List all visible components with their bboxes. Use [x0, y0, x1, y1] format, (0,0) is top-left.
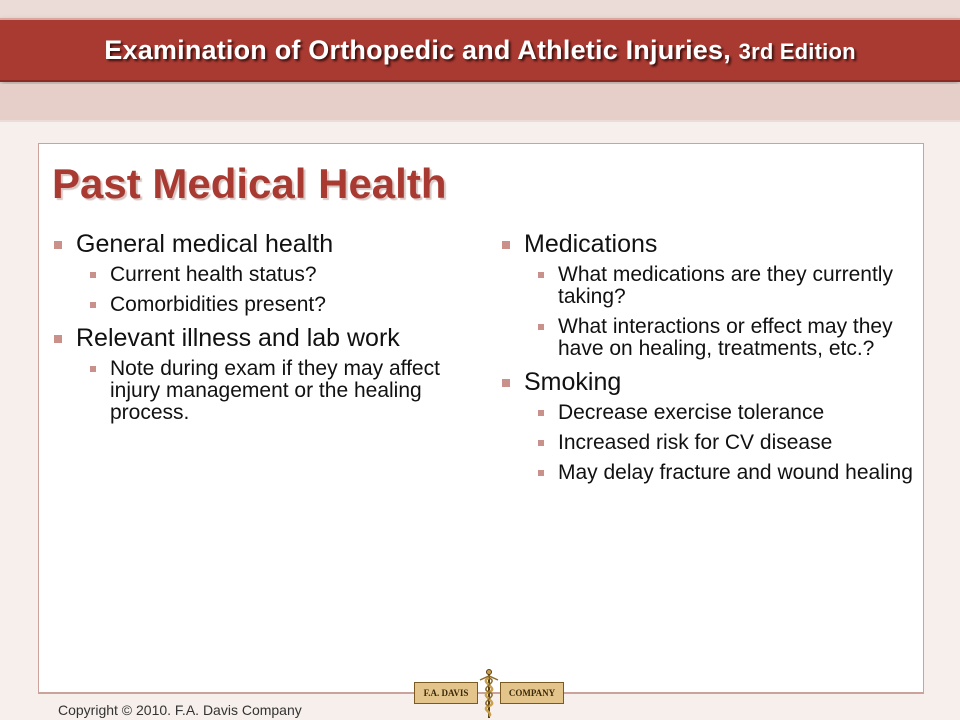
square-bullet-icon — [538, 324, 544, 330]
copyright-text: Copyright © 2010. F.A. Davis Company — [58, 702, 302, 718]
sub-bullet-item — [76, 358, 460, 424]
logo-plate-right: COMPANY — [500, 682, 564, 704]
square-bullet-icon — [538, 440, 544, 446]
square-bullet-icon — [538, 410, 544, 416]
bullet-text: General medical health — [76, 230, 334, 258]
left-column — [50, 226, 460, 432]
book-edition: 3rd Edition — [738, 38, 856, 64]
square-bullet-icon — [90, 302, 96, 308]
square-bullet-icon — [538, 272, 544, 278]
publisher-logo — [414, 668, 564, 720]
sub-bullet-text: Note during exam if they may affect injury management or the healing process. — [110, 357, 440, 424]
logo-plate-left: F.A. DAVIS — [414, 682, 478, 704]
sub-bullet-item — [524, 462, 918, 484]
sub-bullet-item — [524, 432, 918, 454]
right-column — [498, 226, 918, 492]
square-bullet-icon — [538, 470, 544, 476]
slide-title: Past Medical Health — [52, 160, 447, 207]
bullet-text: Medications — [524, 230, 658, 258]
sub-bullet-text: May delay fracture and wound healing — [558, 461, 913, 484]
square-bullet-icon — [502, 241, 510, 249]
book-title — [104, 35, 855, 66]
bullet-text: Smoking — [524, 368, 622, 396]
sub-bullet-item — [76, 264, 460, 286]
bullet-item — [50, 324, 460, 424]
square-bullet-icon — [90, 366, 96, 372]
caduceus-icon — [476, 668, 502, 720]
sub-bullet-text: What interactions or effect may they have on healing, treatments, etc.? — [558, 315, 893, 360]
sub-band — [0, 84, 960, 120]
bullet-item — [50, 230, 460, 316]
bullet-text: Relevant illness and lab work — [76, 324, 400, 352]
square-bullet-icon — [54, 335, 62, 343]
square-bullet-icon — [90, 272, 96, 278]
sub-bullet-item — [76, 294, 460, 316]
sub-bullet-item — [524, 264, 918, 308]
sub-bullet-text: What medications are they currently taking? — [558, 263, 893, 308]
sub-bullet-text: Comorbidities present? — [110, 293, 326, 316]
sub-bullet-text: Increased risk for CV disease — [558, 431, 833, 454]
bullet-item — [498, 230, 918, 360]
sub-bullet-item — [524, 316, 918, 360]
book-title-main: Examination of Orthopedic and Athletic Injuries, — [104, 34, 739, 65]
square-bullet-icon — [502, 379, 510, 387]
bullet-item — [498, 368, 918, 484]
square-bullet-icon — [54, 241, 62, 249]
header-bar — [0, 18, 960, 82]
sub-bullet-text: Decrease exercise tolerance — [558, 401, 825, 424]
sub-bullet-item — [524, 402, 918, 424]
sub-bullet-text: Current health status? — [110, 263, 317, 286]
